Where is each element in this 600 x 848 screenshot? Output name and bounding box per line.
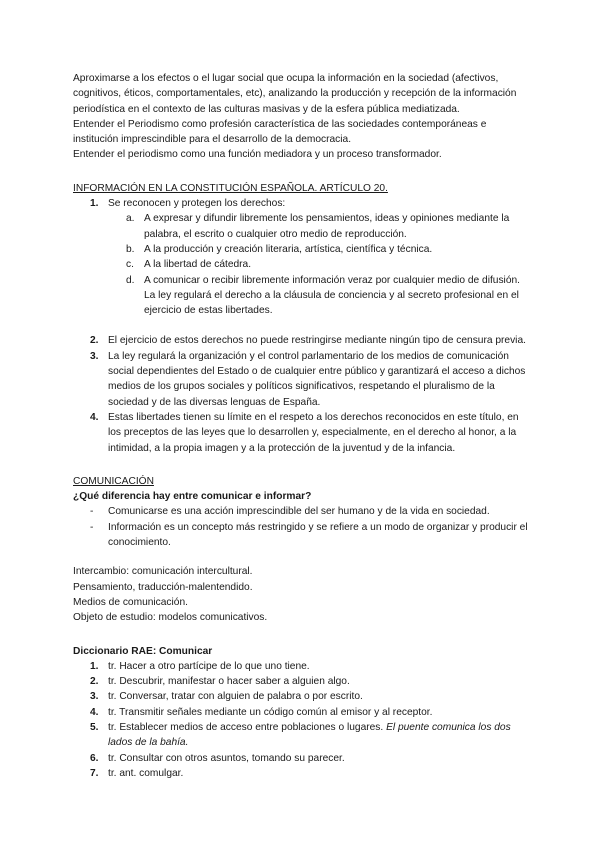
list-item-text: El ejercicio de estos derechos no puede restringirse mediante ningún tipo de censura previa. [108, 335, 526, 347]
communication-line: Objeto de estudio: modelos comunicativos. [73, 612, 268, 624]
list-item-text: tr. Establecer medios de acceso entre poblaciones o lugares. [108, 721, 384, 733]
sub-list-marker: b. [126, 243, 135, 255]
sub-list-item-text: A comunicar o recibir libremente información veraz por cualquier medio de difusión. La ley regulará el derecho a la cláusula de conciencia y al secreto profesional en el ejercicio de estas libertades. [144, 274, 520, 317]
list-item-text: tr. Hacer a otro partícipe de lo que uno tiene. [108, 660, 310, 672]
list-marker: 4. [90, 411, 99, 423]
communication-line: Pensamiento, traducción-malentendido. [73, 581, 253, 593]
list-item-text: tr. ant. comulgar. [108, 767, 184, 779]
sub-list-item [73, 257, 533, 272]
list-item [73, 705, 533, 720]
list-item-text: tr. Conversar, tratar con alguien de palabra o por escrito. [108, 691, 363, 703]
list-item-text: La ley regulará la organización y el control parlamentario de los medios de comunicación social dependientes del Estado o de cualquier entre público y garantizará el acceso a dichos medios de los grupos sociales y políticos significativos, respetando el pluralismo de la sociedad y de las diversas lenguas de España. [108, 350, 526, 408]
list-item-text: tr. Descubrir, manifestar o hacer saber a alguien algo. [108, 676, 350, 688]
sub-list-item-text: A la libertad de cátedra. [144, 259, 252, 271]
communication-question: ¿Qué diferencia hay entre comunicar e informar? [73, 491, 312, 503]
list-item [73, 504, 533, 519]
communication-lines [73, 564, 533, 625]
list-item [73, 196, 533, 211]
constitution-section [73, 181, 533, 456]
dictionary-section [73, 644, 533, 782]
list-spacer [73, 318, 533, 333]
list-item-text: tr. Transmitir señales mediante un código común al emisor y al receptor. [108, 706, 433, 718]
list-item-text: Información es un concepto más restringido y se refiere a un modo de organizar y producir el conocimiento. [108, 521, 528, 549]
communication-heading: COMUNICACIÓN [73, 475, 154, 487]
sub-list-marker: c. [126, 259, 134, 271]
list-item [73, 349, 533, 410]
list-item-text: Estas libertades tienen su límite en el respeto a los derechos reconocidos en este título, en los preceptos de las leyes que lo desarrollen y, especialmente, en el derecho al honor, a la intimidad, a la propia imagen y a la protección de la juventud y de la infancia. [108, 411, 519, 454]
constitution-heading: INFORMACIÓN EN LA CONSTITUCIÓN ESPAÑOLA. ARTÍCULO 20. [73, 182, 388, 194]
list-marker: 1. [90, 660, 99, 672]
constitution-list [73, 196, 533, 456]
list-marker: 7. [90, 767, 99, 779]
list-marker: 4. [90, 706, 99, 718]
list-item [73, 766, 533, 781]
list-item [73, 720, 533, 751]
intro-paragraph-2: Entender el Periodismo como profesión característica de las sociedades contemporáneas e institución imprescindible para el desarrollo de la democracia. [73, 118, 487, 146]
sub-list-marker: a. [126, 213, 135, 225]
communication-line: Intercambio: comunicación intercultural. [73, 566, 253, 578]
list-item [73, 751, 533, 766]
sub-list-item-text: A la producción y creación literaria, artística, científica y técnica. [144, 243, 433, 255]
intro-paragraph-1: Aproximarse a los efectos o el lugar social que ocupa la información en la sociedad (afectivos, cognitivos, éticos, comportamentales, etc), analizando la producción y recepción de la información periodística en el contexto de las culturas masivas y de la esfera pública mediatizada. [73, 73, 517, 115]
example-text: El puente comunica los dos lados de la bahía. [108, 721, 511, 749]
intro-paragraph-3: Entender el periodismo como una función mediadora y un proceso transformador. [73, 149, 442, 161]
list-marker: 3. [90, 691, 99, 703]
list-marker: 5. [90, 721, 99, 733]
list-marker: 3. [90, 350, 99, 362]
dash-marker: - [90, 521, 94, 533]
list-item [73, 689, 533, 704]
list-item [73, 674, 533, 689]
sub-list-item [73, 211, 533, 242]
list-marker: 1. [90, 198, 99, 210]
dictionary-heading: Diccionario RAE: Comunicar [73, 645, 213, 657]
list-item-text: Se reconocen y protegen los derechos: [108, 198, 286, 210]
sub-list-item [73, 242, 533, 257]
dash-marker: - [90, 506, 94, 518]
list-item-text: Comunicarse es una acción imprescindible del ser humano y de la vida en sociedad. [108, 506, 490, 518]
document-page [73, 71, 533, 781]
communication-bullets [73, 504, 533, 550]
intro-section [73, 71, 533, 163]
list-marker: 2. [90, 676, 99, 688]
list-marker: 2. [90, 335, 99, 347]
list-item [73, 659, 533, 674]
communication-line: Medios de comunicación. [73, 596, 188, 608]
sub-list-item-text: A expresar y difundir libremente los pensamientos, ideas y opiniones mediante la palabra, el escrito o cualquier otro medio de reproducción. [144, 213, 510, 240]
list-marker: 6. [90, 752, 99, 764]
list-item [73, 333, 533, 348]
list-item-text: tr. Consultar con otros asuntos, tomando su parecer. [108, 752, 345, 764]
list-item [73, 410, 533, 456]
sub-list-item [73, 273, 533, 319]
list-item [73, 520, 533, 551]
dictionary-list [73, 659, 533, 781]
communication-section [73, 474, 533, 626]
sub-list-marker: d. [126, 274, 135, 286]
